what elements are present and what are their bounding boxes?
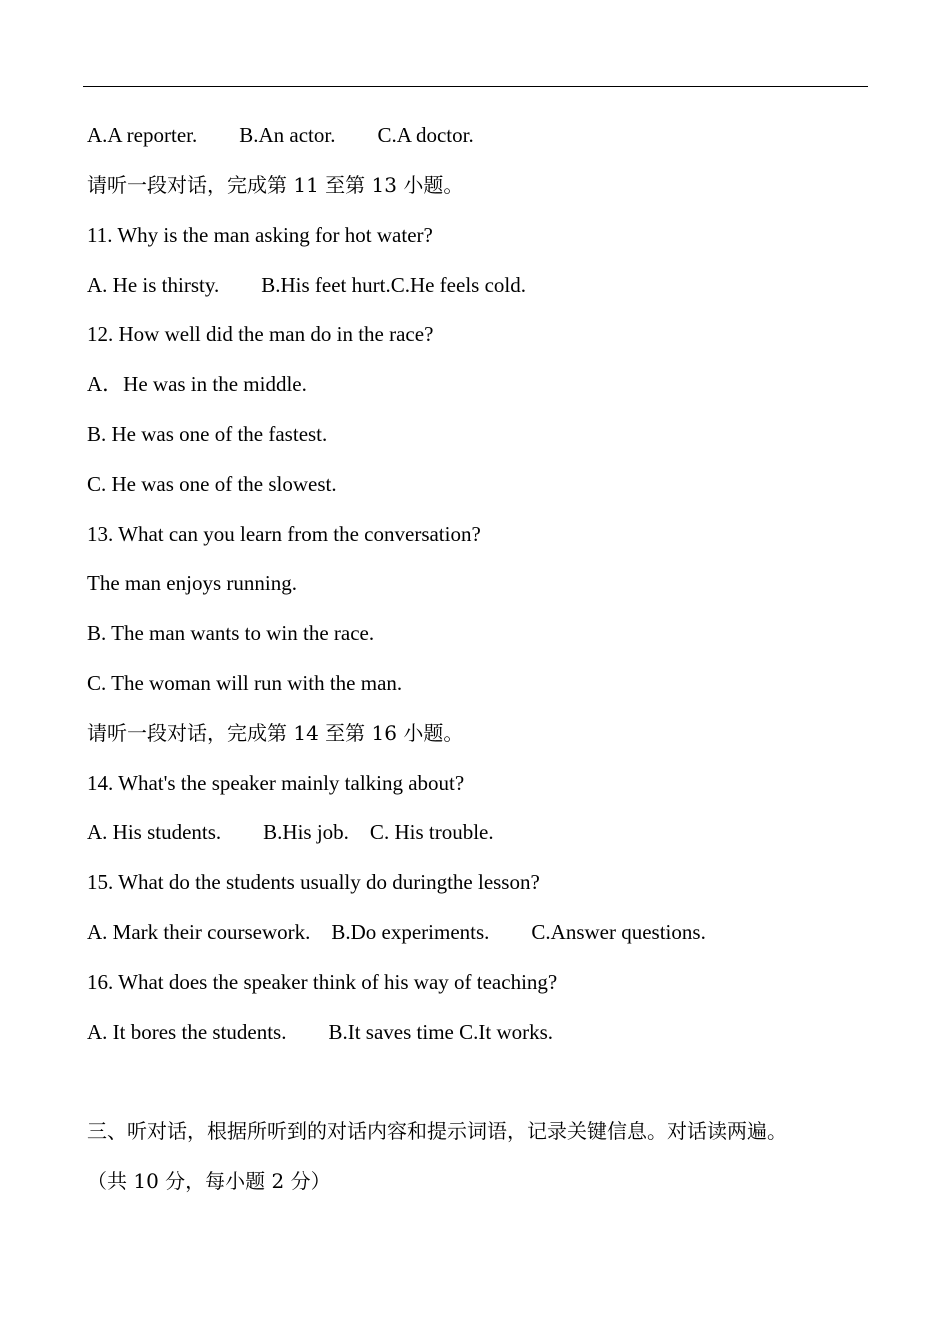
- answer-options-15: A. Mark their coursework. B.Do experiments. C.Answer questions.: [87, 920, 706, 944]
- option-13-c: C. The woman will run with the man.: [87, 671, 403, 695]
- answer-options-14: A. His students. B.His job. C. His trouble.: [87, 820, 494, 844]
- question-13: 13. What can you learn from the conversation?: [87, 522, 481, 546]
- part-three-scoring: （共 10 分，每小题 2 分）: [87, 1169, 331, 1193]
- question-12: 12. How well did the man do in the race?: [87, 322, 434, 346]
- answer-options-10: A.A reporter. B.An actor. C.A doctor.: [87, 123, 474, 147]
- option-12-b: B. He was one of the fastest.: [87, 422, 328, 446]
- question-11: 11. Why is the man asking for hot water?: [87, 223, 433, 247]
- option-12-a: A．He was in the middle.: [87, 372, 307, 396]
- answer-options-16: A. It bores the students. B.It saves time C.It works.: [87, 1020, 554, 1044]
- option-13-a: The man enjoys running.: [87, 571, 297, 595]
- section-instruction-14-16: 请听一段对话，完成第 14 至第 16 小题。: [87, 721, 464, 745]
- option-13-b: B. The man wants to win the race.: [87, 621, 375, 645]
- answer-options-11: A. He is thirsty. B.His feet hurt.C.He feels cold.: [87, 273, 526, 297]
- section-instruction-11-13: 请听一段对话，完成第 11 至第 13 小题。: [87, 173, 464, 197]
- question-15: 15. What do the students usually do duringthe lesson?: [87, 870, 540, 894]
- option-12-c: C. He was one of the slowest.: [87, 472, 337, 496]
- question-16: 16. What does the speaker think of his way of teaching?: [87, 970, 558, 994]
- part-three-heading: 三、听对话，根据所听到的对话内容和提示词语，记录关键信息。对话读两遍。: [87, 1119, 787, 1143]
- question-14: 14. What's the speaker mainly talking about?: [87, 771, 465, 795]
- header-rule: [83, 86, 868, 87]
